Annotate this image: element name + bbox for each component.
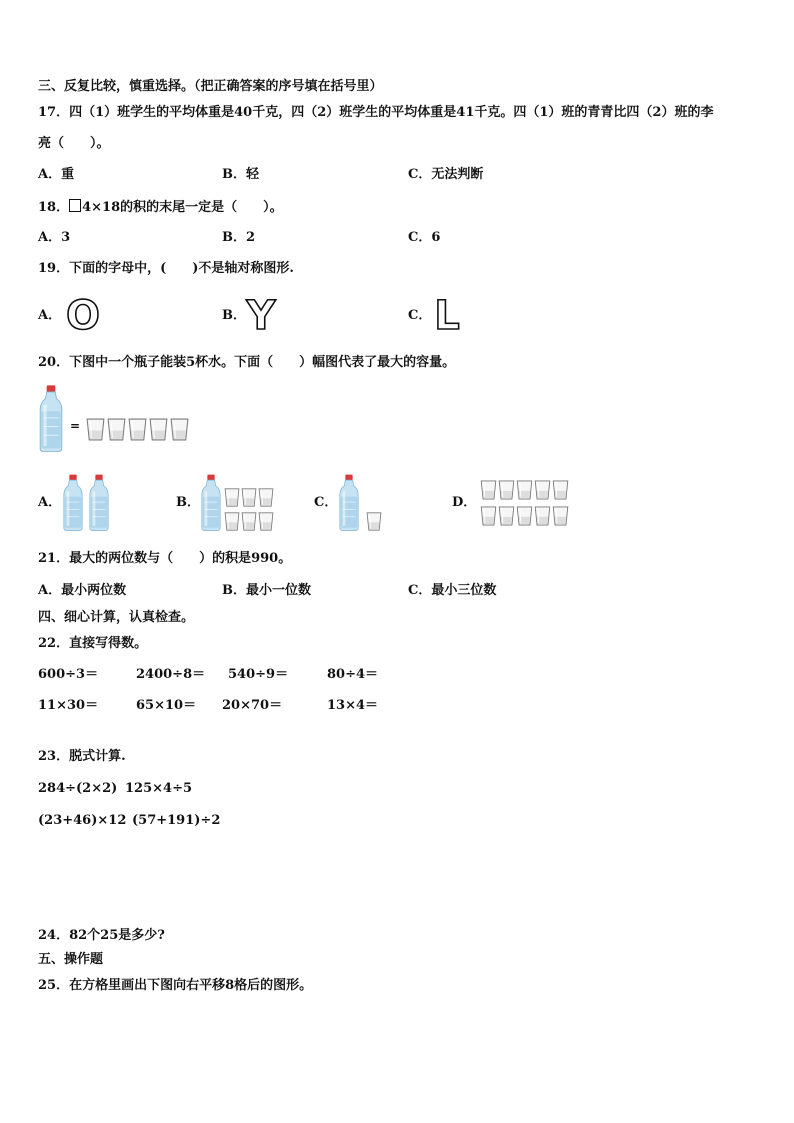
bottle-icon [88,474,110,532]
section-4-title: 四、细心计算，认真检查。 [38,610,195,625]
section-3-title: 三、反复比较，慎重选择。（把正确答案的序号填在括号里） [38,79,383,94]
blank-box-icon [69,199,81,212]
cup-icon [258,512,274,531]
cup-icon [366,512,382,531]
q22-item: 20×70＝ [222,698,283,713]
letter-o-figure [64,298,102,334]
q18-option-b: B．2 [222,230,256,245]
cup-icon [86,418,105,441]
letter-l-figure [430,298,464,334]
q21-text: 21．最大的两位数与（ ）的积是990。 [38,551,292,566]
cup-icon [224,488,240,507]
bottle-icon [338,474,360,532]
cup-icon [516,506,533,526]
q22-item: 13×4＝ [327,698,379,713]
q20-option-a-label: A． [38,495,62,510]
cup-icon [224,512,240,531]
q18-question [38,199,283,214]
q23-item: 125×4÷5 [125,781,193,796]
letter-y-glyph: Y [246,298,276,334]
q23-item: 284÷(2×2) [38,781,118,796]
cup-icon [241,488,257,507]
cup-icon [534,506,551,526]
q24-text: 24．82个25是多少? [38,928,165,943]
q20-option-d-label: D． [452,495,477,510]
cup-icon [241,512,257,531]
cup-icon [498,506,515,526]
q22-item: 2400÷8＝ [136,667,206,682]
q23-text: 23．脱式计算. [38,749,126,764]
q19-option-a-label: A． [38,308,62,323]
q22-item: 11×30＝ [38,698,99,713]
q20-option-b-label: B． [176,495,200,510]
cup-icon [128,418,147,441]
q22-item: 80÷4＝ [327,667,379,682]
letter-y-figure [244,298,278,334]
q22-text: 22．直接写得数。 [38,636,148,651]
cup-icon [534,480,551,500]
cup-icon [480,506,497,526]
q21-option-a: A．最小两位数 [38,583,127,598]
q17-option-c: C．无法判断 [408,167,484,182]
q22-item: 540÷9＝ [228,667,289,682]
q18-option-a: A．3 [38,230,71,245]
section-5-title: 五、操作题 [38,952,104,967]
q22-item: 600÷3＝ [38,667,99,682]
cup-icon [552,480,569,500]
cup-icon [258,488,274,507]
bottle-icon [62,474,84,532]
q19-text: 19．下面的字母中，( )不是轴对称图形. [38,261,294,276]
q20-text: 20．下图中一个瓶子能装5杯水。下面（ ）幅图代表了最大的容量。 [38,355,456,370]
bottle-icon [200,474,222,532]
q25-text: 25．在方格里画出下图向右平移8格后的图形。 [38,978,313,993]
equals-sign: = [70,419,81,433]
cup-icon [552,506,569,526]
q22-item: 65×10＝ [136,698,197,713]
q19-option-b-label: B． [222,308,246,323]
cup-icon [498,480,515,500]
cup-icon [516,480,533,500]
cup-icon [170,418,189,441]
q18-option-c: C．6 [408,230,441,245]
cup-icon [107,418,126,441]
cup-icon [149,418,168,441]
q17-text-line1: 17．四（1）班学生的平均体重是40千克，四（2）班学生的平均体重是41千克。四（1）班的青青比四（2）班的李 [38,105,714,120]
q20-option-c-label: C． [314,495,338,510]
q21-option-b: B．最小一位数 [222,583,311,598]
cup-icon [480,480,497,500]
q19-option-c-label: C． [408,308,432,323]
q17-text-line2: 亮（ ）。 [38,136,110,151]
q23-item: (23+46)×12 [38,813,127,828]
q17-option-a: A．重 [38,167,75,182]
q23-item: (57+191)÷2 [132,813,221,828]
q18-number: 18． [38,200,70,215]
q17-option-b: B．轻 [222,167,259,182]
bottle-icon [38,384,64,454]
letter-l-glyph: L [434,298,460,334]
q18-text: 4×18的积的末尾一定是（ ）。 [82,200,283,215]
letter-o-glyph: O [65,298,101,334]
q21-option-c: C．最小三位数 [408,583,497,598]
